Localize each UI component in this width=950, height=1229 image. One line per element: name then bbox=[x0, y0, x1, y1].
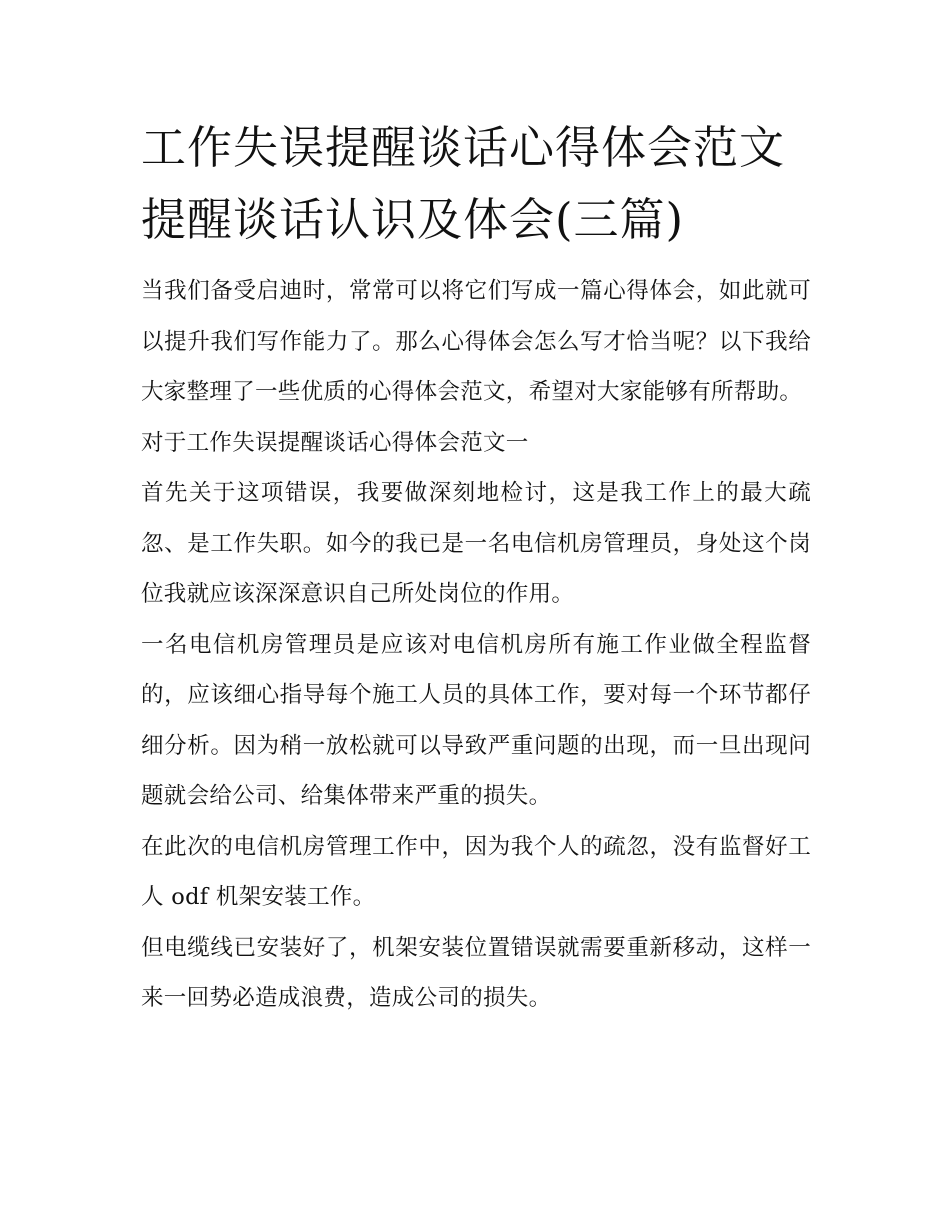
document-body bbox=[141, 266, 811, 1024]
section-heading: 对于工作失误提醒谈话心得体会范文一 bbox=[141, 429, 529, 456]
document-page bbox=[141, 112, 811, 1024]
body-paragraph: 在此次的电信机房管理工作中，因为我个人的疏忽，没有监督好工人 odf 机架安装工作。 bbox=[141, 833, 811, 910]
body-paragraph: 首先关于这项错误，我要做深刻地检讨，这是我工作上的最大疏忽、是工作失职。如今的我已是一名电信机房管理员，身处这个岗位我就应该深深意识自己所处岗位的作用。 bbox=[141, 480, 811, 607]
body-paragraph: 但电缆线已安装好了，机架安装位置错误就需要重新移动，这样一来一回势必造成浪费，造成公司的损失。 bbox=[141, 934, 811, 1011]
body-paragraph: 一名电信机房管理员是应该对电信机房所有施工作业做全程监督的，应该细心指导每个施工人员的具体工作，要对每一个环节都仔细分析。因为稍一放松就可以导致严重问题的出现，而一旦出现问题就会给公司、给集体带来严重的损失。 bbox=[141, 631, 811, 809]
document-title: 工作失误提醒谈话心得体会范文 提醒谈话认识及体会(三篇) bbox=[141, 121, 786, 246]
intro-paragraph: 当我们备受启迪时，常常可以将它们写成一篇心得体会，如此就可以提升我们写作能力了。那么心得体会怎么写才恰当呢？以下我给大家整理了一些优质的心得体会范文，希望对大家能够有所帮助。 bbox=[141, 278, 811, 405]
